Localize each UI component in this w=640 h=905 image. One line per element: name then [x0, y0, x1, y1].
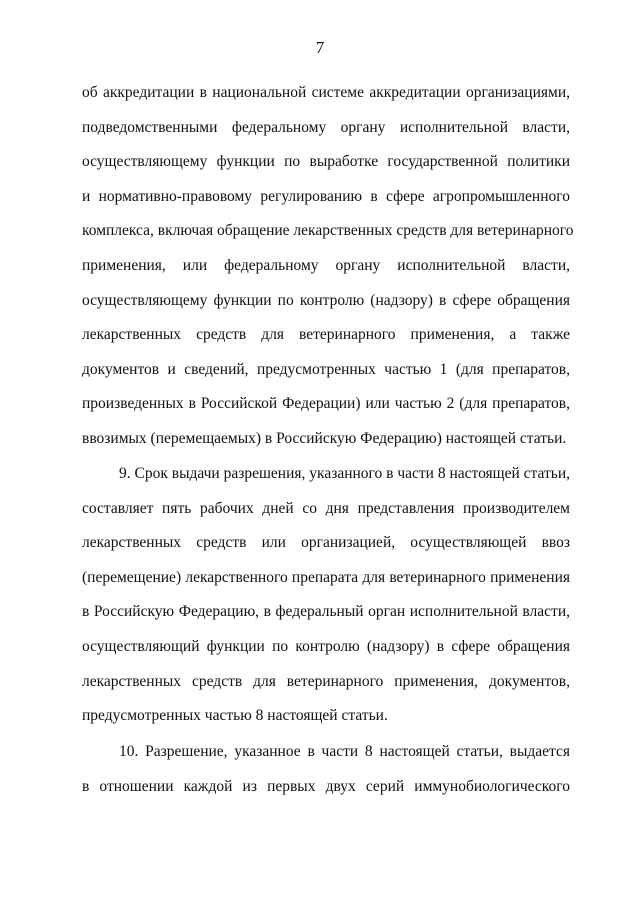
text-line: 10. Разрешение, указанное в части 8 настоящей статьи, выдается — [119, 743, 570, 760]
text-line: в отношении каждой из первых двух серий иммунобиологического — [82, 777, 570, 795]
text-line: документов и сведений, предусмотренных частью 1 (для препаратов, — [82, 360, 570, 378]
text-line: лекарственных средств или организацией, осуществляющей ввоз — [82, 534, 570, 552]
text-line: ввозимых (перемещаемых) в Российскую Федерацию) настоящей статьи. — [82, 429, 567, 447]
text-line: предусмотренных частью 8 настоящей статьи. — [82, 707, 388, 725]
text-line: подведомственными федеральному органу исполнительной власти, — [82, 118, 570, 136]
text-line: осуществляющему функции по выработке государственной политики — [82, 153, 570, 171]
text-line: 9. Срок выдачи разрешения, указанного в части 8 настоящей статьи, — [119, 465, 570, 482]
text-line: составляет пять рабочих дней со дня представления производителем — [82, 499, 570, 517]
text-line: комплекса, включая обращение лекарственных средств для ветеринарного — [82, 222, 574, 240]
text-line: применения, или федеральному органу исполнительной власти, — [82, 256, 570, 274]
paragraph-continuation — [82, 76, 574, 457]
paragraph-9 — [82, 457, 570, 734]
text-line: лекарственных средств для ветеринарного применения, документов, — [82, 672, 570, 690]
text-line: об аккредитации в национальной системе аккредитации организациями, — [82, 84, 570, 101]
paragraph-10 — [82, 735, 570, 804]
text-line: в Российскую Федерацию, в федеральный орган исполнительной власти, — [82, 603, 570, 621]
text-line: осуществляющему функции по контролю (надзору) в сфере обращения — [82, 291, 570, 309]
text-line: (перемещение) лекарственного препарата для ветеринарного применения — [82, 568, 570, 586]
text-line: и нормативно-правовому регулированию в сфере агропромышленного — [82, 187, 570, 205]
text-line: лекарственных средств для ветеринарного применения, а также — [82, 326, 570, 344]
text-line: осуществляющий функции по контролю (надзору) в сфере обращения — [82, 637, 570, 655]
text-line: произведенных в Российской Федерации) или частью 2 (для препаратов, — [82, 395, 570, 413]
page-number: 7 — [315, 38, 325, 57]
